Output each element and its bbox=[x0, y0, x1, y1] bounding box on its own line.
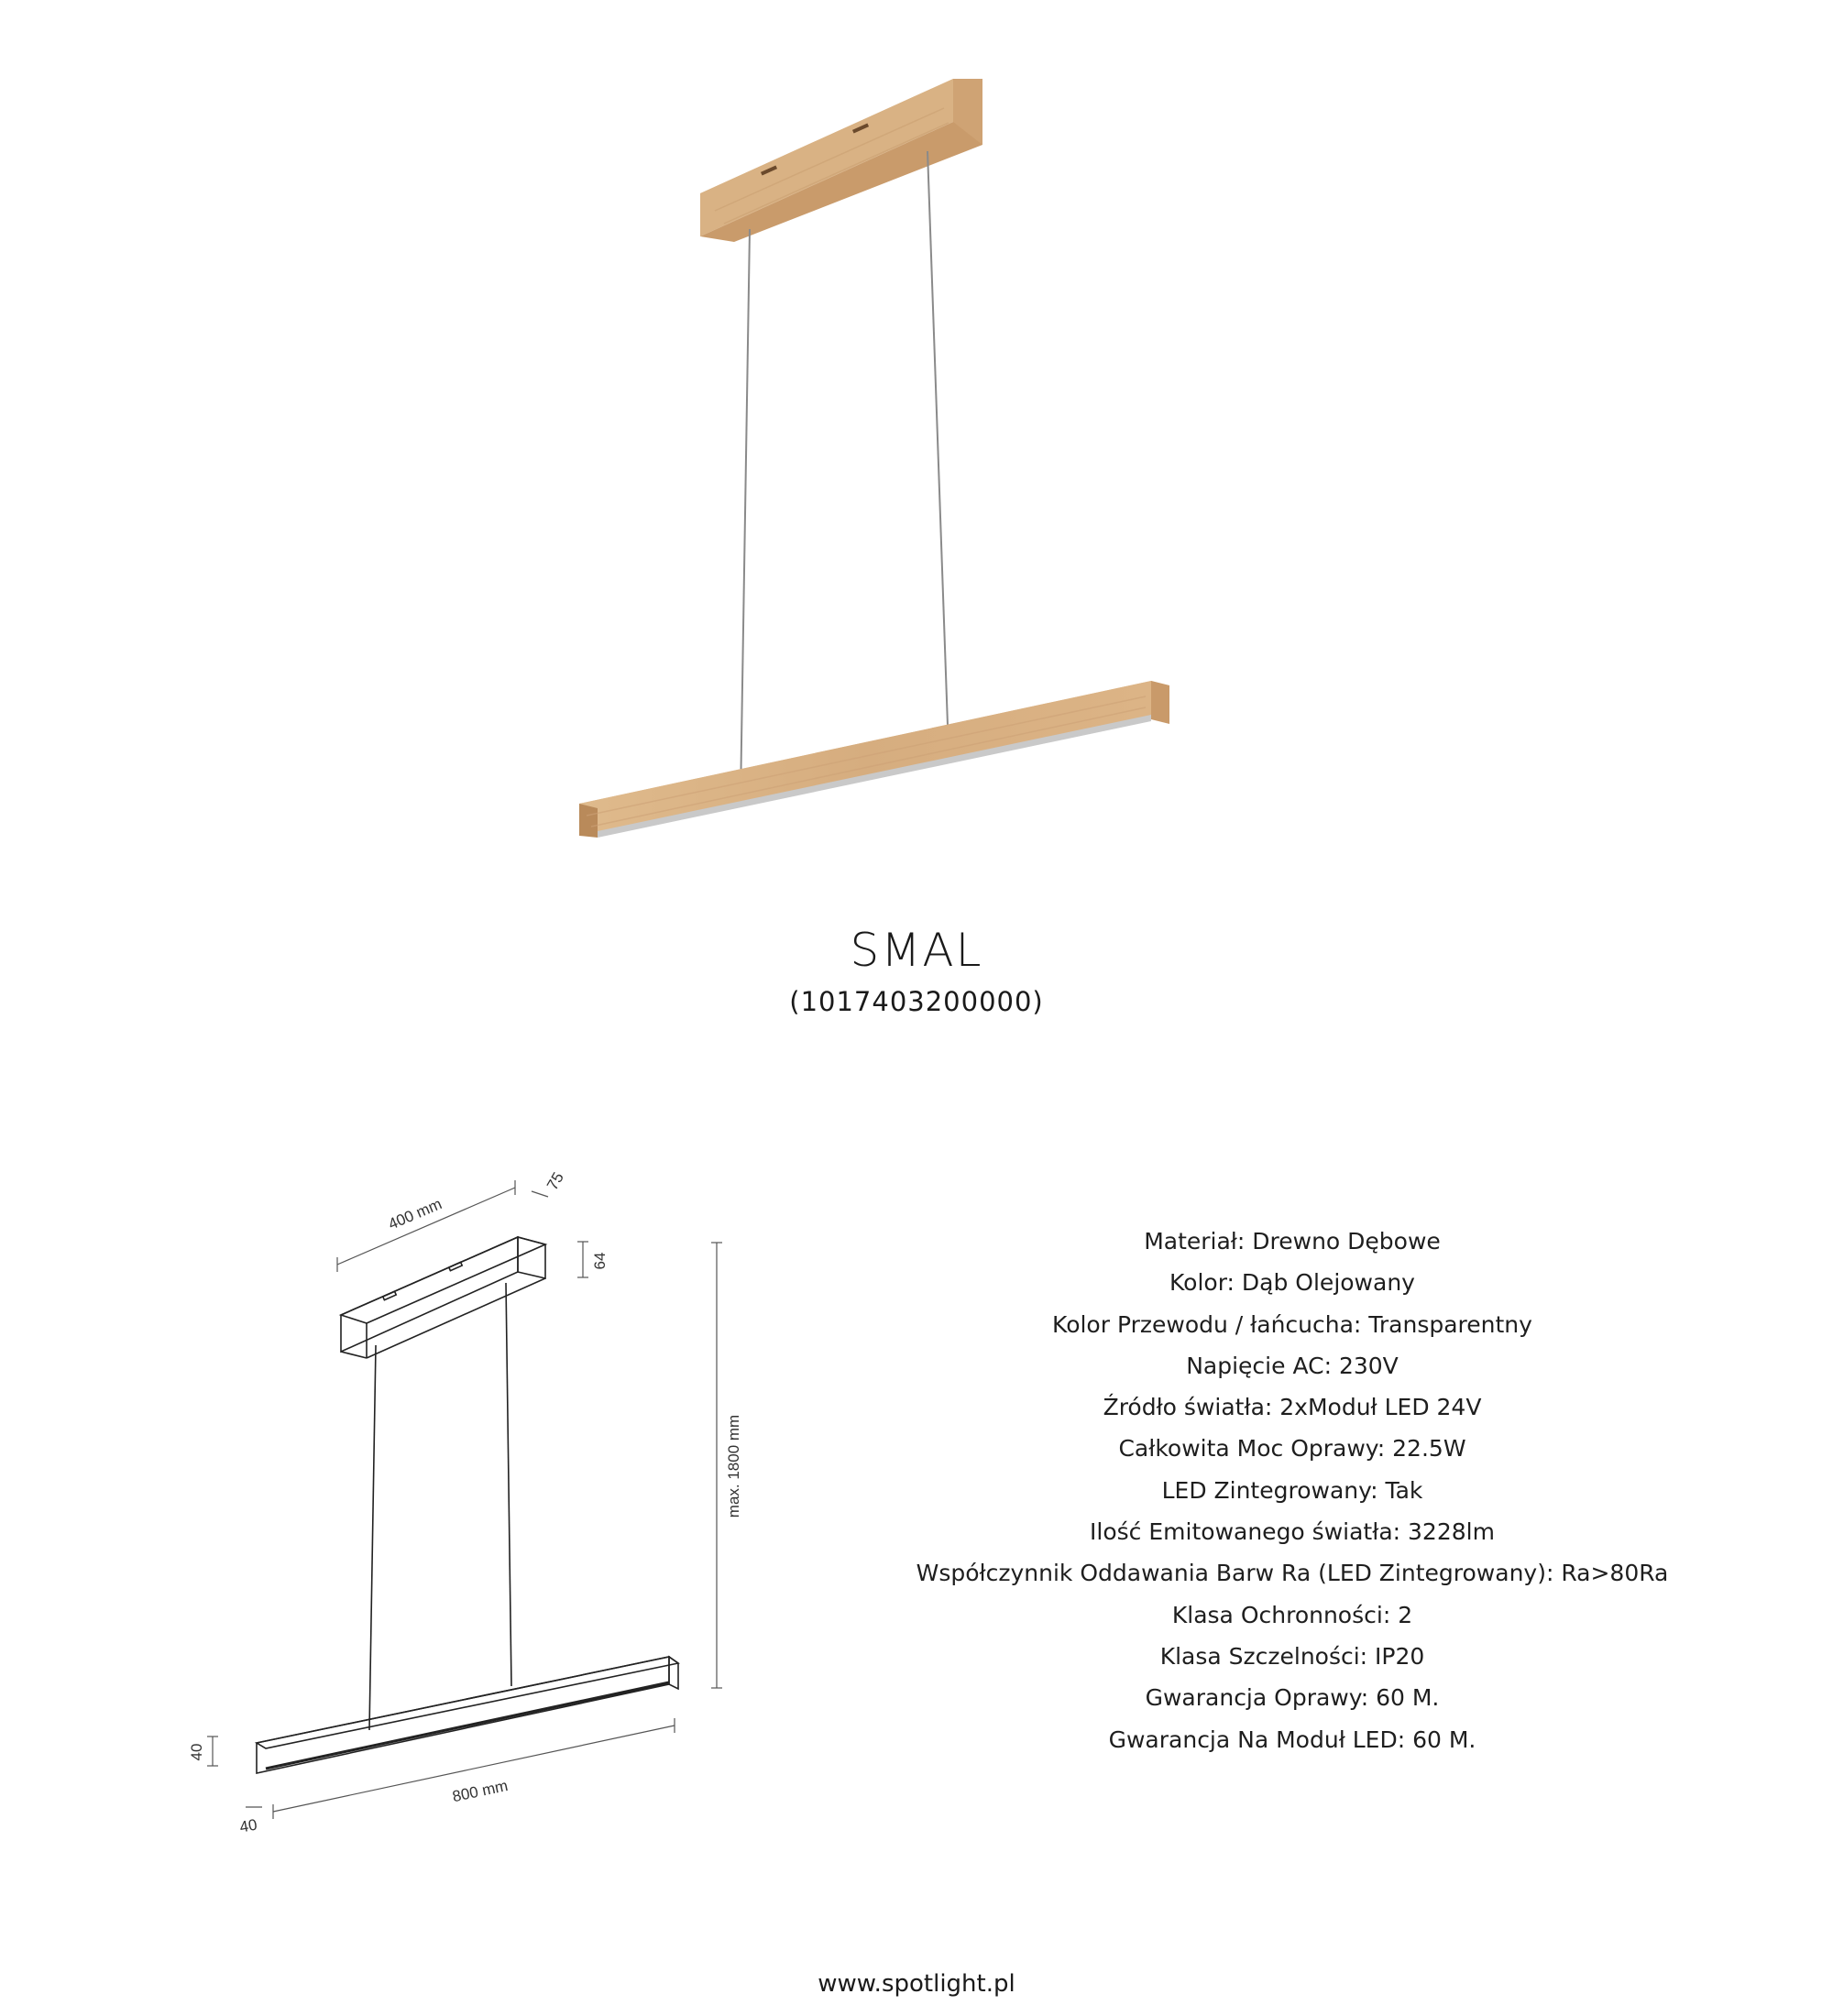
drawing-bar-end bbox=[669, 1657, 678, 1689]
spec-item: Kolor Przewodu / łańcucha: Transparentny bbox=[1052, 1310, 1532, 1338]
product-photo bbox=[0, 0, 1833, 880]
dim-suspension: max. 1800 mm bbox=[725, 1414, 742, 1518]
dim-bar-height: 40 bbox=[188, 1743, 205, 1761]
dim-bar-length: 800 mm bbox=[450, 1776, 510, 1806]
spec-item: Kolor: Dąb Olejowany bbox=[1169, 1269, 1415, 1297]
spec-item: Klasa Szczelności: IP20 bbox=[1159, 1642, 1425, 1670]
drawing-canopy-end bbox=[518, 1237, 545, 1278]
spec-list bbox=[880, 1221, 1705, 1760]
spec-item: Ilość Emitowanego światła: 3228lm bbox=[1090, 1518, 1495, 1546]
dim-bar-depth: 40 bbox=[238, 1815, 259, 1836]
spec-item: Klasa Ochronności: 2 bbox=[1171, 1601, 1413, 1628]
product-name: SMAL bbox=[850, 924, 983, 977]
technical-drawing bbox=[165, 1155, 825, 1869]
spec-item: Współczynnik Oddawania Barw Ra (LED Zintegrowany): Ra>80Ra bbox=[916, 1560, 1669, 1587]
dim-canopy-height: 64 bbox=[591, 1252, 609, 1270]
drawing-wire-right bbox=[506, 1283, 511, 1686]
product-code: (1017403200000) bbox=[789, 986, 1044, 1017]
bar-front bbox=[579, 681, 1151, 836]
spec-item: LED Zintegrowany: Tak bbox=[1161, 1476, 1423, 1504]
bar-end bbox=[1151, 681, 1169, 724]
bar-left-end bbox=[579, 804, 598, 838]
spec-item: Materiał: Drewno Dębowe bbox=[1144, 1228, 1441, 1255]
spec-item: Źródło światła: 2xModuł LED 24V bbox=[1103, 1394, 1482, 1421]
spec-item: Gwarancja Oprawy: 60 M. bbox=[1145, 1684, 1440, 1712]
drawing-bar-top bbox=[257, 1657, 678, 1748]
spec-item: Gwarancja Na Moduł LED: 60 M. bbox=[1108, 1726, 1476, 1753]
wire-left bbox=[741, 229, 750, 799]
drawing-bar-front bbox=[257, 1657, 669, 1773]
spec-item: Napięcie AC: 230V bbox=[1186, 1352, 1399, 1379]
footer-url[interactable]: www.spotlight.pl bbox=[818, 1970, 1015, 1998]
spec-item: Całkowita Moc Oprawy: 22.5W bbox=[1118, 1435, 1466, 1463]
drawing-canopy-front bbox=[341, 1237, 518, 1352]
drawing-wire-left bbox=[369, 1345, 376, 1730]
bar-diffuser bbox=[598, 715, 1151, 838]
lamp-bar bbox=[579, 681, 1169, 838]
dim-canopy-length: 400 mm bbox=[385, 1195, 445, 1233]
canopy bbox=[700, 79, 982, 242]
dim-canopy-depth: 75 bbox=[543, 1169, 567, 1193]
wire-right bbox=[927, 151, 948, 726]
